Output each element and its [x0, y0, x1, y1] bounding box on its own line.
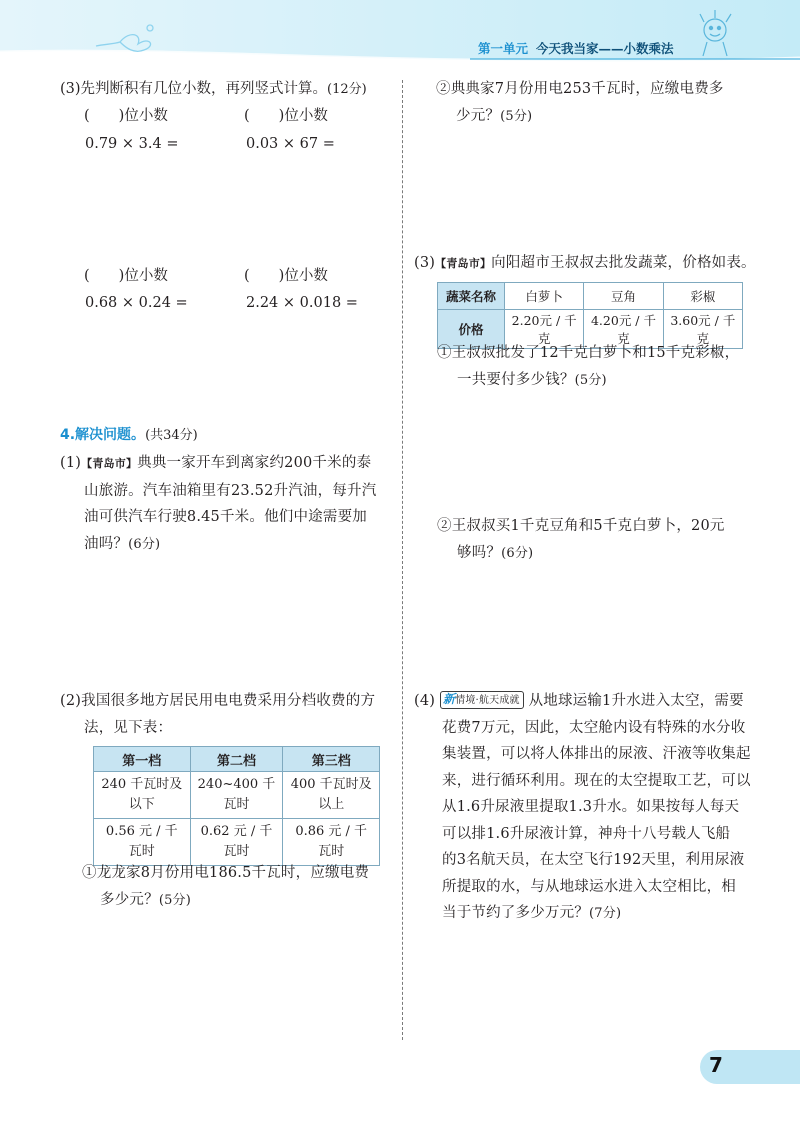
vegetable-name-cell: 白萝卜	[505, 283, 584, 310]
tier-header: 第二档	[190, 747, 283, 772]
tier-header: 第一档	[94, 747, 191, 772]
q3-expr-1: 0.79 × 3.4 =	[85, 136, 179, 152]
vegetable-price-cell: 2.20元 / 千克	[505, 310, 584, 349]
unit-number: 第一单元	[478, 41, 529, 56]
problem-4-points: (7分)	[589, 906, 622, 921]
tier-price-cell: 0.56 元 / 千 瓦时	[94, 819, 191, 866]
problem-3: (3)【青岛市】向阳超市王叔叔去批发蔬菜，价格如表。	[414, 255, 756, 271]
vegetable-price-cell: 3.60元 / 千克	[663, 310, 742, 349]
price-table-row-label: 蔬菜名称	[438, 283, 505, 310]
section-4-points: (共34分)	[145, 428, 198, 443]
page-number: 7	[709, 1053, 723, 1077]
problem-2-sub-1: ①龙龙家8月份用电186.5千瓦时，应缴电费 多少元？(5分)	[82, 865, 370, 908]
unit-title	[478, 39, 674, 57]
tier-price-cell: 0.86 元 / 千 瓦时	[283, 819, 380, 866]
problem-3-sub-2: ②王叔叔买1千克豆角和5千克白萝卜，20元 够吗？(6分)	[437, 518, 725, 561]
electricity-tier-table	[93, 746, 380, 866]
price-table-row-label: 价格	[438, 310, 505, 349]
tier-range-cell: 400 千瓦时及 以上	[283, 772, 380, 819]
q3-blank-4[interactable]: ( )位小数	[244, 268, 328, 284]
vegetable-price-table	[437, 282, 743, 349]
tier-price-cell: 0.62 元 / 千 瓦时	[190, 819, 283, 866]
new-badge-icon: 新	[442, 692, 456, 706]
problem-1-points: (6分)	[128, 536, 161, 552]
problem-3-sub-1: ①王叔叔批发了12千克白萝卜和15千克彩椒， 一共要付多少钱？(5分)	[437, 345, 740, 388]
section-4-heading	[60, 425, 198, 446]
q3-expr-3: 0.68 × 0.24 =	[85, 295, 188, 311]
vegetable-name-cell: 彩椒	[663, 283, 742, 310]
problem-4: (4) 新情境·航天成就 从地球运输1升水进入太空，需要 花费7万元，因此，太空舱内设有特殊的水分收 集装置，可以将人体排出的尿液、汗液等收集起 来，进行循环利用。现在的太空提取工艺，可以 从1.6升尿液里提取1.3升水。如果按每人每天 可以排1.6升尿液计算，神舟十八号载人飞船 的3名航天员，在太空飞行192天里，利用尿液 所提取的水，与从地球运水进入太空相比，相 当于节约了多少万元？(7分)	[414, 692, 751, 921]
q3-blank-2[interactable]: ( )位小数	[244, 108, 328, 124]
q3-prompt: (3)先判断积有几位小数，再列竖式计算。(12分)	[60, 81, 367, 97]
q3-expr-2: 0.03 × 67 =	[246, 136, 335, 152]
tier-range-cell: 240~400 千 瓦时	[190, 772, 283, 819]
q3-points: (12分)	[327, 82, 367, 97]
section-4-title: 4.解决问题。	[60, 427, 146, 443]
source-tag: 【青岛市】	[435, 257, 492, 270]
column-divider	[402, 80, 403, 1040]
problem-1: (1)【青岛市】典典一家开车到离家约200千米的泰 山旅游。汽车油箱里有23.52升汽油，每升汽 油可供汽车行驶8.45千米。他们中途需要加 油吗？(6分)	[60, 455, 377, 552]
q3-blank-3[interactable]: ( )位小数	[84, 268, 168, 284]
problem-2-sub-2: ②典典家7月份用电253千瓦时，应缴电费多 少元？(5分)	[436, 81, 724, 124]
source-tag: 【青岛市】	[81, 457, 138, 470]
vegetable-price-cell: 4.20元 / 千克	[584, 310, 663, 349]
tier-header: 第三档	[283, 747, 380, 772]
unit-topic: 今天我当家——小数乘法	[536, 41, 674, 56]
tier-range-cell: 240 千瓦时及 以下	[94, 772, 191, 819]
q3-blank-1[interactable]: ( )位小数	[84, 108, 168, 124]
vegetable-name-cell: 豆角	[584, 283, 663, 310]
q3-expr-4: 2.24 × 0.018 =	[246, 295, 358, 311]
context-badge: 新情境·航天成就	[440, 691, 524, 709]
problem-2: (2)我国很多地方居民用电电费采用分档收费的方 法，见下表：	[60, 693, 376, 736]
